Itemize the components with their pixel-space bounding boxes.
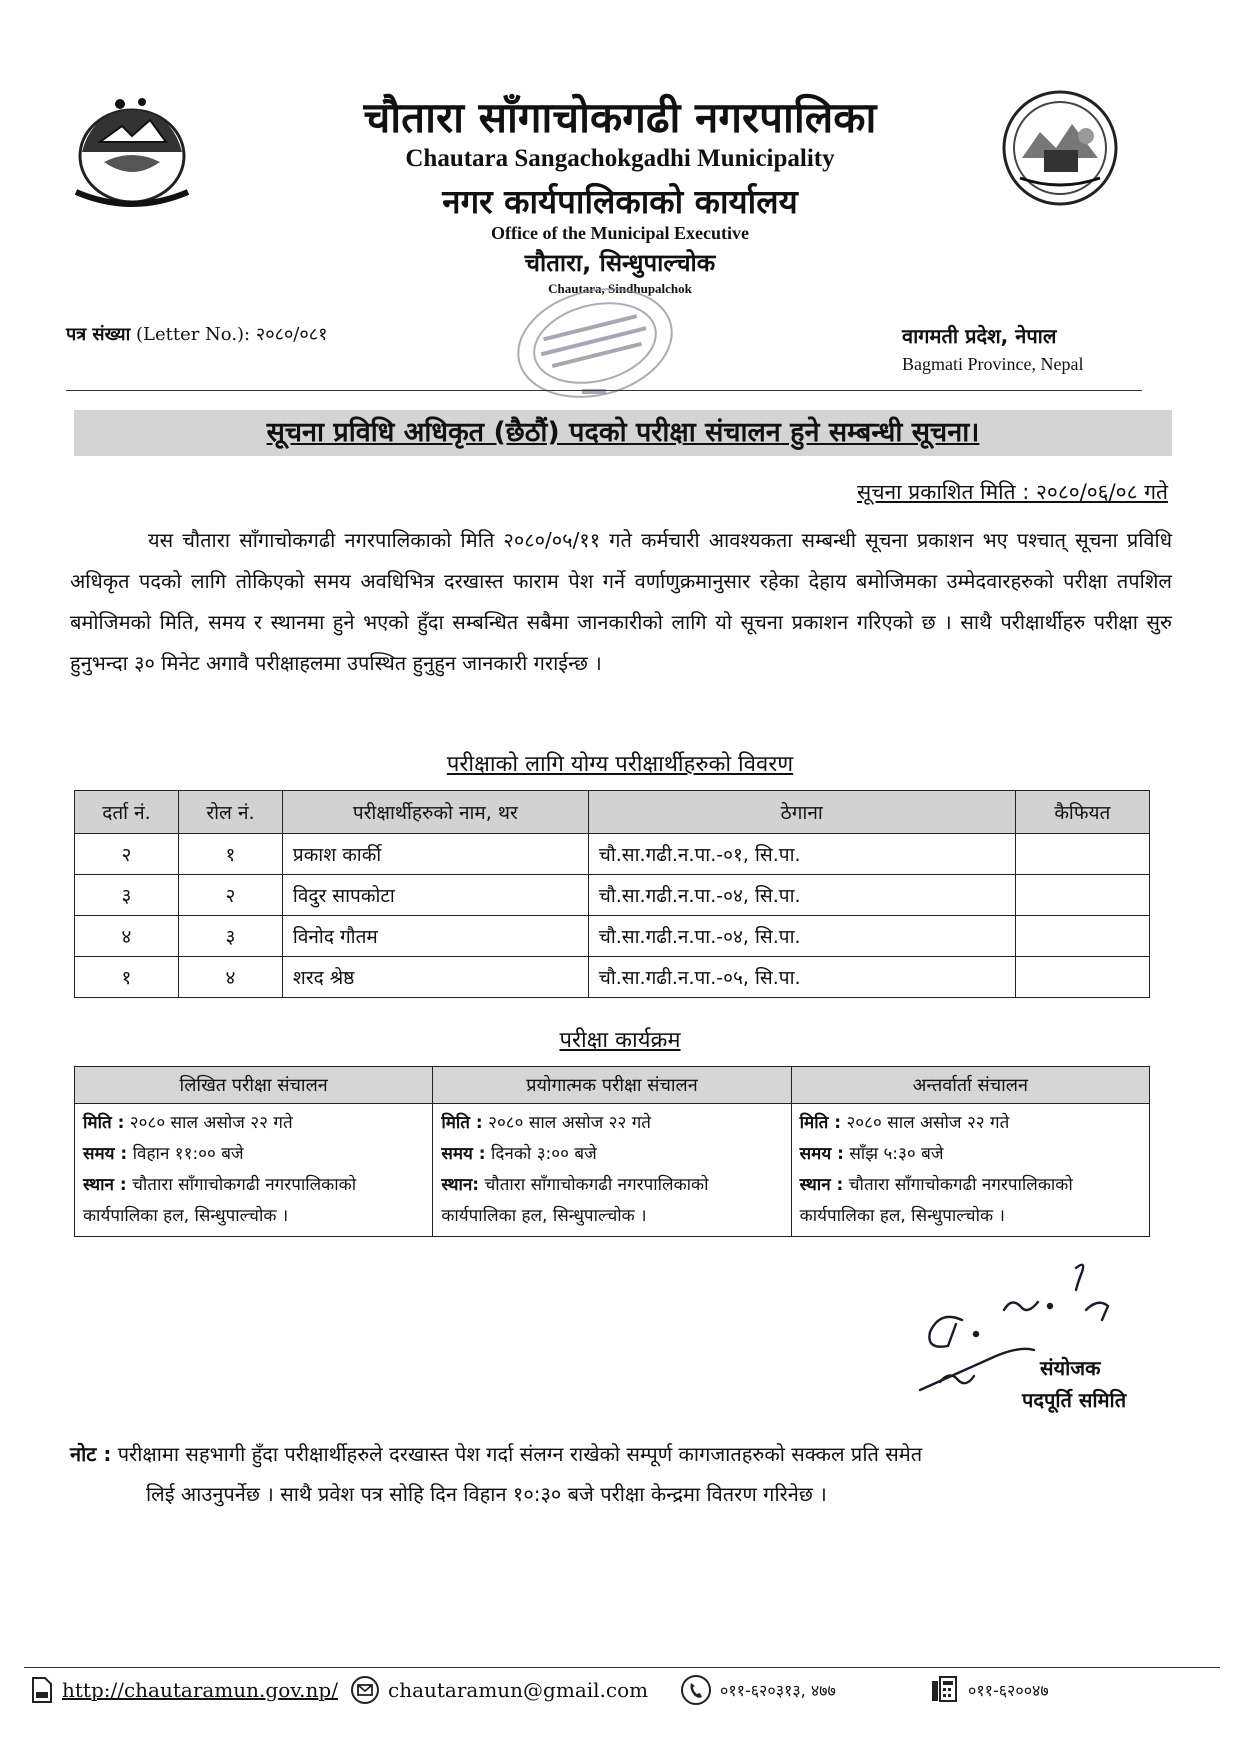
schedule-cell-written — [75, 1104, 433, 1237]
footer-divider — [24, 1667, 1220, 1668]
col-written-exam: लिखित परीक्षा संचालन — [75, 1067, 433, 1104]
header-divider — [66, 390, 1142, 391]
note-label: नोट : — [70, 1442, 112, 1466]
cell-registration-no: १ — [75, 957, 179, 998]
cell-remarks — [1015, 875, 1149, 916]
place-label: स्थान: — [441, 1175, 480, 1195]
letter-number-value: २०८०/०८१ — [255, 324, 328, 345]
municipality-title-ne: चौतारा साँगाचोकगढी नगरपालिका — [363, 93, 877, 142]
municipality-title-en: Chautara Sangachokgadhi Municipality — [405, 145, 835, 172]
office-title-ne: नगर कार्यपालिकाको कार्यालय — [442, 182, 798, 221]
cell-address: चौ.सा.गढी.न.पा.-०५, सि.पा. — [588, 957, 1015, 998]
web-icon — [30, 1676, 54, 1704]
date-label: मिति : — [441, 1113, 483, 1133]
location-en: Chautara, Sindhupalchok — [548, 281, 692, 296]
time-value: दिनको ३:०० बजे — [490, 1144, 597, 1164]
footer-website[interactable] — [30, 1672, 338, 1708]
time-value: साँझ ५:३० बजे — [849, 1144, 944, 1164]
cell-candidate-name: विनोद गौतम — [282, 916, 588, 957]
table-row — [75, 957, 1150, 998]
footer-email[interactable] — [350, 1672, 648, 1708]
schedule-title: परीक्षा कार्यक्रम — [559, 1028, 681, 1053]
cell-address: चौ.सा.गढी.न.पा.-०४, सि.पा. — [588, 916, 1015, 957]
place-value: चौतारा साँगाचोकगढी नगरपालिकाको कार्यपालिका हल, सिन्धुपाल्चोक । — [441, 1175, 709, 1226]
time-label: समय : — [441, 1144, 486, 1164]
cell-address: चौ.सा.गढी.न.पा.-०१, सि.पा. — [588, 834, 1015, 875]
table-row — [75, 834, 1150, 875]
email-address[interactable]: chautaramun@gmail.com — [388, 1678, 649, 1702]
date-label: मिति : — [83, 1113, 125, 1133]
cell-remarks — [1015, 916, 1149, 957]
fax-number: ०११-६२००४७ — [968, 1681, 1049, 1700]
website-link[interactable]: http://chautaramun.gov.np/ — [62, 1678, 338, 1702]
notice-title-banner — [74, 410, 1172, 456]
date-value: २०८० साल असोज २२ गते — [129, 1113, 293, 1133]
cell-candidate-name: शरद श्रेष्ठ — [282, 957, 588, 998]
col-candidate-name: परीक्षार्थीहरुको नाम, थर — [282, 791, 588, 834]
footer-phone — [680, 1672, 836, 1708]
schedule-cell-interview — [791, 1104, 1149, 1237]
location-ne: चौतारा, सिन्धुपाल्चोक — [524, 249, 716, 277]
notice-body: यस चौतारा साँगाचोकगढी नगरपालिकाको मिति २०८०/०५/११ गते कर्मचारी आवश्यकता सम्बन्धी सूचना प्रकाशन भए पश्चात् सूचना प्रविधि अधिकृत पदको लागि तोकिएको समय अवधिभित्र दरखास्त फाराम पेश गर्ने वर्णाणुक्रमानुसार रहेका देहाय बमोजिमका उम्मेदवारहरुको परीक्षा तपशिल बमोजिमको मिति, समय र स्थानमा हुने भएको हुँदा सम्बन्धित सबैमा जानकारीको लागि यो सूचना प्रकाशन गरिएको छ । साथै परीक्षार्थीहरु परीक्षा सुरु हुनुभन्दा ३० मिनेट अगावै परीक्षाहलमा उपस्थित हुनुहुन जानकारी गराईन्छ । — [70, 528, 1172, 675]
col-practical-exam: प्रयोगात्मक परीक्षा संचालन — [433, 1067, 791, 1104]
cell-address: चौ.सा.गढी.न.पा.-०४, सि.पा. — [588, 875, 1015, 916]
cell-registration-no: ४ — [75, 916, 179, 957]
table-row — [75, 916, 1150, 957]
col-interview: अन्तर्वार्ता संचालन — [791, 1067, 1149, 1104]
email-icon — [350, 1675, 380, 1705]
province-ne: वागमती प्रदेश, नेपाल — [902, 324, 1057, 348]
time-value: विहान ११:०० बजे — [132, 1144, 244, 1164]
time-label: समय : — [799, 1144, 844, 1164]
phone-number: ०११-६२०३१३, ४७७ — [720, 1681, 836, 1700]
signatory-committee: पदपूर्ति समिति — [1022, 1388, 1127, 1412]
candidates-title: परीक्षाको लागि योग्य परीक्षार्थीहरुको विवरण — [446, 752, 794, 777]
cell-roll-no: ३ — [178, 916, 282, 957]
cell-registration-no: २ — [75, 834, 179, 875]
footer-fax — [930, 1672, 1049, 1708]
schedule-cell-practical — [433, 1104, 791, 1237]
province-en: Bagmati Province, Nepal — [902, 354, 1084, 374]
cell-remarks — [1015, 957, 1149, 998]
cell-roll-no: २ — [178, 875, 282, 916]
letter-label-ne: पत्र संख्या — [66, 324, 131, 345]
note — [70, 1434, 1170, 1514]
cell-roll-no: ४ — [178, 957, 282, 998]
notice-title: सूचना प्रविधि अधिकृत (छैठौं) पदको परीक्षा संचालन हुने सम्बन्धी सूचना। — [266, 417, 980, 448]
note-line-2: लिई आउनुपर्नेछ । साथै प्रवेश पत्र सोहि दिन विहान १०:३० बजे परीक्षा केन्द्रमा वितरण गरिनेछ । — [146, 1482, 827, 1506]
cell-remarks — [1015, 834, 1149, 875]
fax-icon — [930, 1675, 960, 1705]
col-roll-no: रोल नं. — [178, 791, 282, 834]
place-label: स्थान : — [799, 1175, 844, 1195]
signatory-role: संयोजक — [1040, 1356, 1101, 1380]
col-remarks: कैफियत — [1015, 791, 1149, 834]
handwritten-signature — [900, 1250, 1160, 1400]
date-value: २०८० साल असोज २२ गते — [488, 1113, 651, 1133]
letter-number — [66, 322, 327, 346]
place-value: चौतारा साँगाचोकगढी नगरपालिकाको कार्यपालिका हल, सिन्धुपाल्चोक । — [83, 1175, 357, 1226]
cell-candidate-name: विदुर सापकोटा — [282, 875, 588, 916]
note-line-1: परीक्षामा सहभागी हुँदा परीक्षार्थीहरुले दरखास्त पेश गर्दा संलग्न राखेको सम्पूर्ण कागजातहरुको सक्कल प्रति समेत — [117, 1442, 923, 1466]
col-registration-no: दर्ता नं. — [75, 791, 179, 834]
col-address: ठेगाना — [588, 791, 1015, 834]
municipality-logo-icon — [1000, 88, 1120, 208]
office-title-en: Office of the Municipal Executive — [491, 223, 749, 243]
place-label: स्थान : — [83, 1175, 127, 1195]
letter-label-en: (Letter No.): — [135, 324, 251, 345]
phone-icon — [680, 1674, 712, 1706]
time-label: समय : — [83, 1144, 128, 1164]
cell-roll-no: १ — [178, 834, 282, 875]
schedule-table — [74, 1066, 1150, 1237]
table-row — [75, 875, 1150, 916]
office-stamp-icon — [490, 285, 700, 405]
candidates-table — [74, 790, 1150, 998]
cell-registration-no: ३ — [75, 875, 179, 916]
cell-candidate-name: प्रकाश कार्की — [282, 834, 588, 875]
published-date: सूचना प्रकाशित मिति : २०८०/०६/०८ गते — [857, 480, 1168, 504]
place-value: चौतारा साँगाचोकगढी नगरपालिकाको कार्यपालिका हल, सिन्धुपाल्चोक । — [799, 1175, 1073, 1226]
date-label: मिति : — [799, 1113, 842, 1133]
date-value: २०८० साल असोज २२ गते — [846, 1113, 1010, 1133]
